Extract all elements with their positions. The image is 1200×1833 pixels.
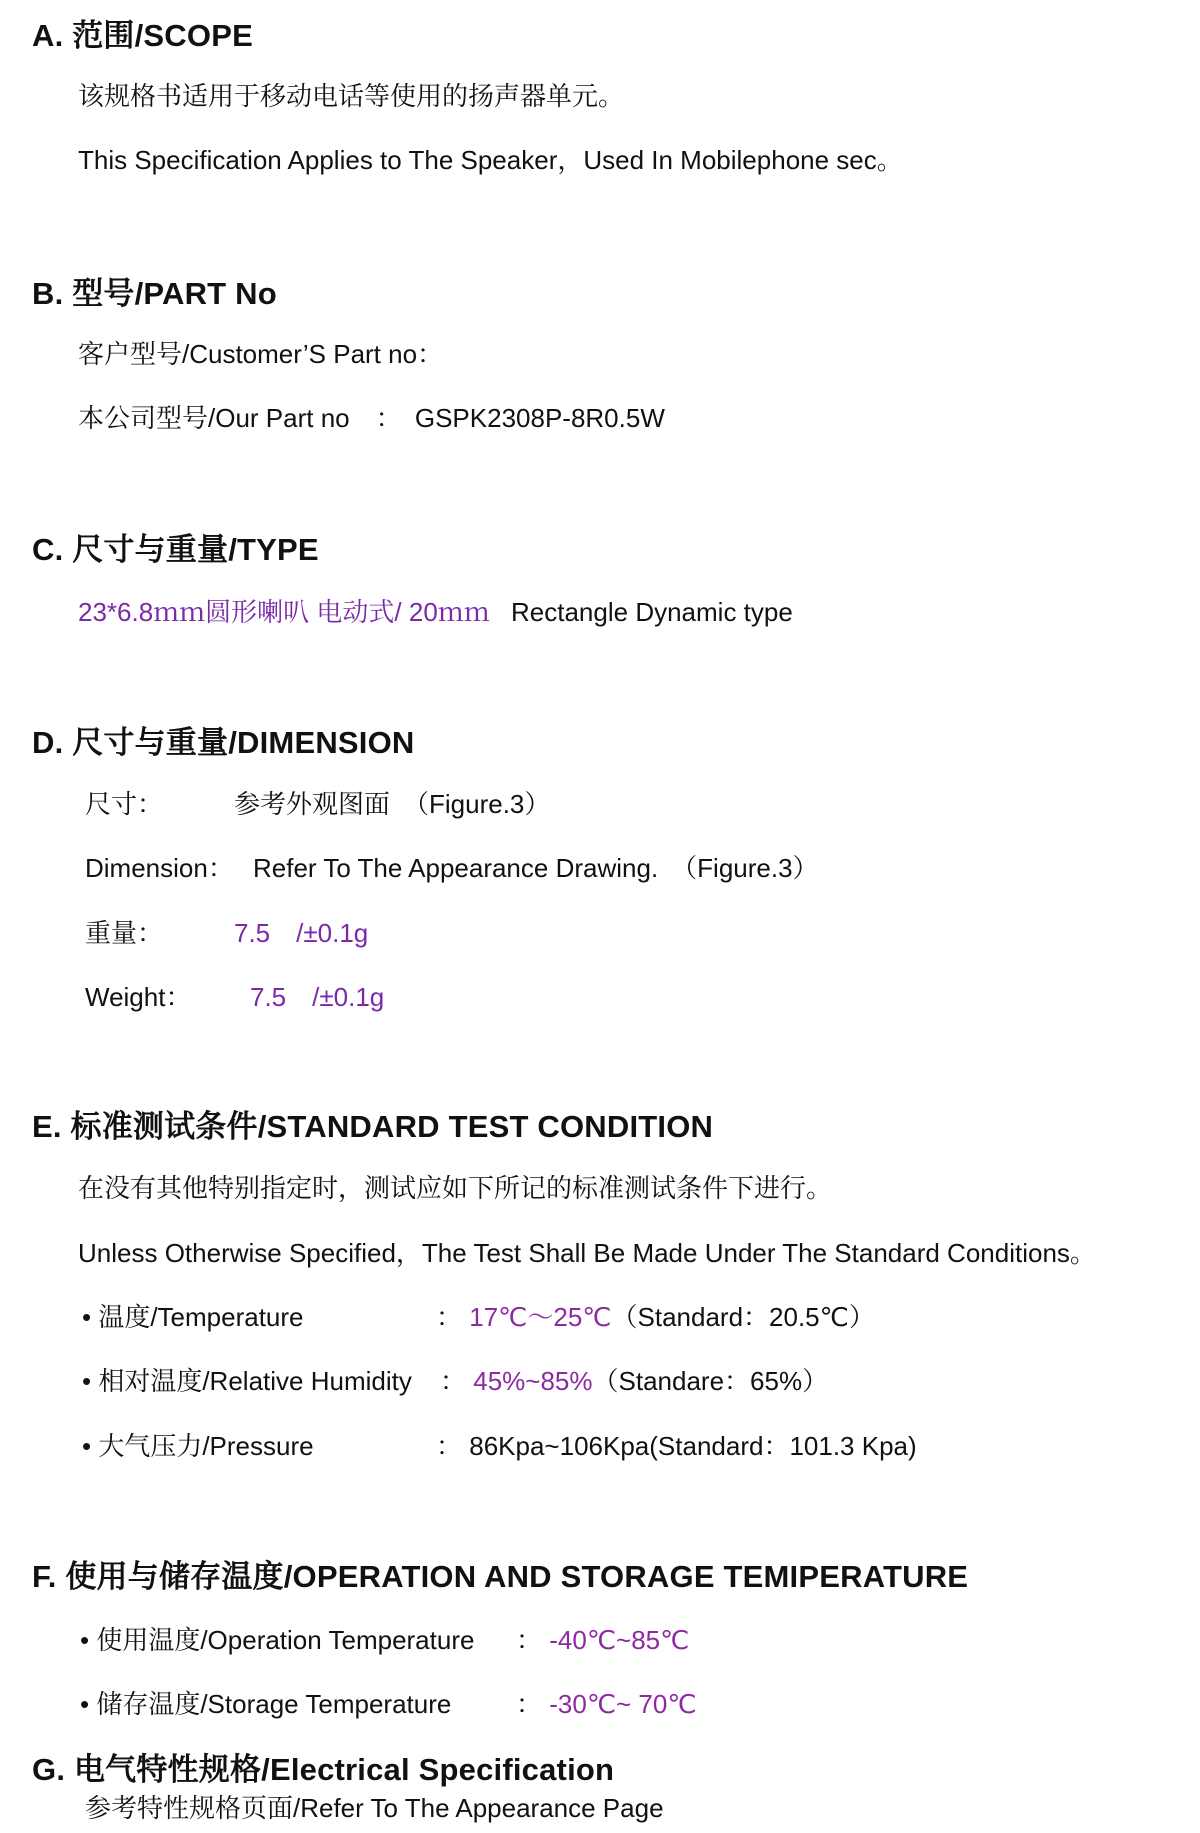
storage-temp-sep: ： — [516, 1689, 543, 1719]
dim-cn-value: 参考外观图面 （Figure.3） — [234, 789, 551, 819]
customer-part-label: 客户型号/Customer’S Part no： — [78, 339, 444, 369]
scope-text-en: This Specification Applies to The Speaker，Used In Mobilephone sec。 — [78, 145, 903, 175]
type-cn: 23*6.8ｍｍ圆形喇叭 电动式/ 20ｍｍ — [78, 597, 490, 627]
scope-text-cn: 该规格书适用于移动电话等使用的扬声器单元。 — [78, 81, 625, 111]
section-e-heading: E. 标准测试条件/STANDARD TEST CONDITION — [32, 1109, 714, 1144]
pressure-label: • 大气压力/Pressure — [82, 1431, 314, 1461]
weight-en-label: Weight： — [85, 982, 192, 1012]
type-en: Rectangle Dynamic type — [511, 597, 793, 627]
section-a-heading: A. 范围/SCOPE — [32, 18, 253, 53]
storage-temp-value — [516, 1684, 697, 1721]
temperature-standard: （Standard：20.5℃） — [611, 1302, 875, 1332]
weight-cn-value: 7.5 /±0.1g — [234, 918, 369, 948]
dim-en-label: Dimension： — [85, 853, 234, 883]
section-b-heading: B. 型号/PART No — [32, 276, 277, 311]
storage-temp-label: • 储存温度/Storage Temperature — [80, 1689, 452, 1719]
dim-en-value: Refer To The Appearance Drawing. （Figure.3） — [253, 853, 819, 883]
our-part-label: 本公司型号/Our Part no ： — [78, 403, 402, 433]
dim-cn-label: 尺寸： — [85, 789, 164, 819]
humidity-range: 45%~85% — [473, 1366, 593, 1396]
electrical-spec-text: 参考特性规格页面/Refer To The Appearance Page — [85, 1793, 664, 1823]
humidity-label: • 相对温度/Relative Humidity — [82, 1366, 412, 1396]
operation-temp-sep: ： — [516, 1625, 543, 1655]
temperature-range: 17℃～25℃ — [469, 1302, 612, 1332]
section-c-heading: C. 尺寸与重量/TYPE — [32, 532, 319, 567]
temperature-value — [436, 1297, 875, 1334]
storage-temp-range: -30℃~ 70℃ — [549, 1689, 697, 1719]
humidity-standard: （Standare：65%） — [592, 1366, 829, 1396]
section-f-heading: F. 使用与储存温度/OPERATION AND STORAGE TEMIPERATURE — [32, 1559, 969, 1594]
pressure-value — [436, 1426, 917, 1463]
test-condition-en: Unless Otherwise Specified，The Test Shall Be Made Under The Standard Conditions。 — [78, 1238, 1096, 1268]
section-d-heading: D. 尺寸与重量/DIMENSION — [32, 725, 415, 760]
operation-temp-label: • 使用温度/Operation Temperature — [80, 1625, 475, 1655]
operation-temp-value — [516, 1620, 689, 1657]
weight-en-value: 7.5 /±0.1g — [250, 982, 385, 1012]
test-condition-cn: 在没有其他特别指定时，测试应如下所记的标准测试条件下进行。 — [78, 1173, 833, 1203]
our-part-value: GSPK2308P-8R0.5W — [414, 403, 665, 433]
our-part-row — [78, 398, 665, 435]
operation-temp-range: -40℃~85℃ — [549, 1625, 690, 1655]
type-row — [78, 592, 793, 629]
pressure-sep: ： — [436, 1431, 463, 1461]
humidity-sep: ： — [440, 1366, 467, 1396]
weight-cn-label: 重量： — [85, 918, 164, 948]
temperature-sep: ： — [436, 1302, 463, 1332]
section-g-heading: G. 电气特性规格/Electrical Specification — [32, 1752, 615, 1787]
temperature-label: • 温度/Temperature — [82, 1302, 304, 1332]
pressure-text: 86Kpa~106Kpa(Standard：101.3 Kpa) — [469, 1431, 917, 1461]
humidity-value — [440, 1361, 828, 1398]
